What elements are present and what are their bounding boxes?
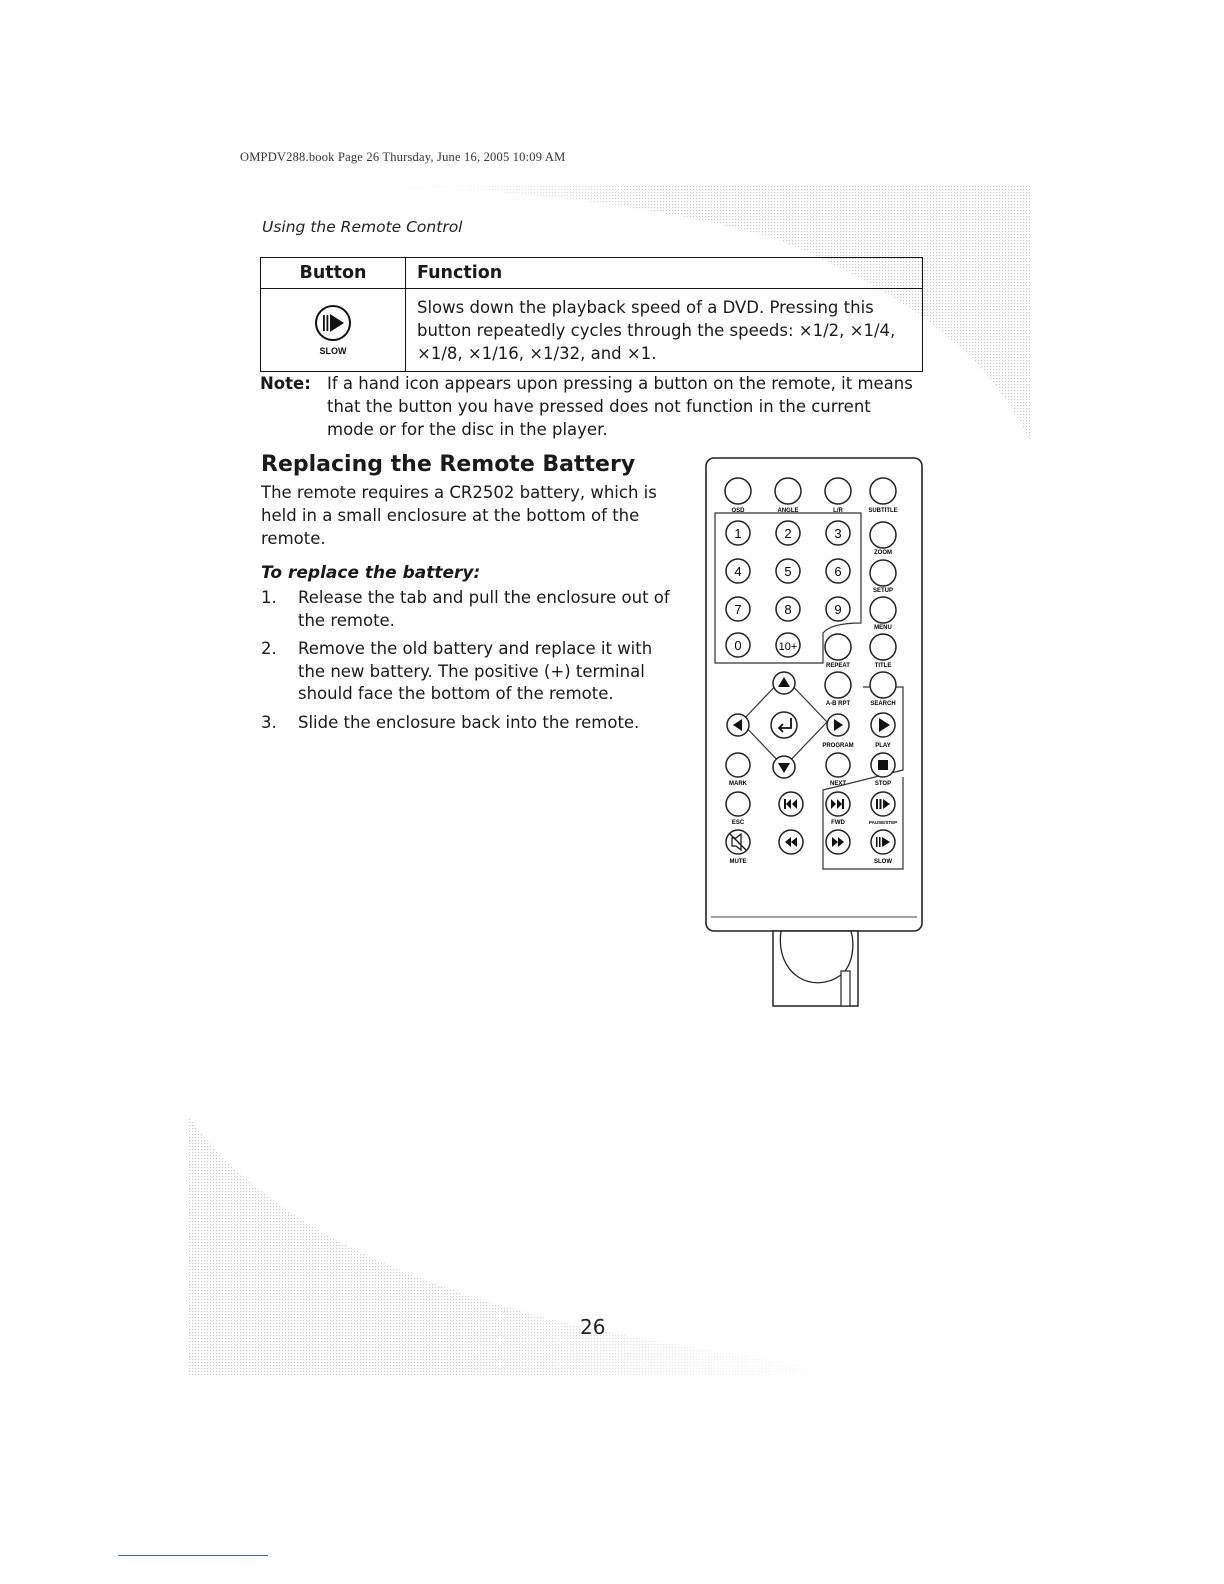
section-title: Using the Remote Control (262, 218, 463, 236)
step-line: the new battery. The positive (+) terminal (298, 661, 645, 681)
stop-label: STOP (874, 781, 892, 787)
intro-line: held in a small enclosure at the bottom of the (261, 506, 640, 525)
table-row (261, 289, 923, 372)
step-item (261, 638, 691, 706)
battery-intro (261, 481, 681, 550)
step-number: 1. (261, 588, 277, 607)
digit-2-label: 2 (784, 526, 792, 541)
ab-rpt-label: A-B RPT (825, 701, 851, 707)
ab-rpt-button[interactable] (825, 672, 851, 698)
digit-9-label: 9 (834, 602, 842, 617)
esc-button[interactable] (726, 792, 750, 816)
step-line: should face the bottom of the remote. (298, 684, 614, 703)
digit-7-label: 7 (734, 602, 742, 617)
step-item (261, 587, 691, 632)
digit-10plus-label: 10+ (778, 641, 798, 653)
angle-button[interactable] (775, 478, 801, 504)
step-line: Slide the enclosure back into the remote. (298, 712, 640, 732)
button-function-table (260, 257, 923, 372)
menu-label: MENU (874, 625, 892, 631)
function-line: Slows down the playback speed of a DVD. Pressing this (417, 297, 874, 317)
slow-icon-label: SLOW (319, 346, 347, 356)
column-header-function: Function (406, 258, 923, 289)
note-line: that the button you have pressed does not function in the current (327, 397, 871, 416)
zoom-label: ZOOM (874, 550, 892, 556)
next-label: NEXT (829, 781, 847, 787)
digit-0-label: 0 (734, 638, 742, 653)
note-line: mode or for the disc in the player. (327, 420, 608, 439)
function-line: button repeatedly cycles through the speeds: ×1/2, ×1/4, (417, 320, 896, 340)
esc-label: ESC (731, 820, 745, 826)
setup-label: SETUP (872, 588, 894, 594)
mark-label: MARK (729, 781, 747, 787)
step-line: the remote. (298, 610, 395, 630)
button-cell (261, 289, 406, 372)
subtitle-button[interactable] (870, 478, 896, 504)
stop-icon (878, 760, 888, 770)
intro-line: remote. (261, 529, 326, 548)
battery-tray (773, 931, 858, 1006)
slow-label: SLOW (874, 859, 892, 865)
remote-control-illustration (703, 455, 925, 1010)
step-line: Release the tab and pull the enclosure out of (298, 588, 670, 607)
column-header-button: Button (261, 258, 406, 289)
footer-rule (118, 1555, 268, 1556)
procedure-steps (261, 587, 691, 740)
procedure-heading: To replace the battery: (261, 563, 481, 583)
next-button[interactable] (826, 753, 850, 777)
play-label: PLAY (875, 743, 891, 749)
mark-button[interactable] (726, 753, 750, 777)
angle-label: ANGLE (777, 508, 799, 514)
page-number: 26 (580, 1315, 606, 1339)
intro-line: The remote requires a CR2502 battery, which is (261, 483, 657, 502)
digit-1-label: 1 (734, 526, 742, 541)
osd-label: OSD (731, 508, 745, 514)
function-line: ×1/8, ×1/16, ×1/32, and ×1. (417, 343, 657, 363)
note-line: If a hand icon appears upon pressing a button on the remote, it means (327, 374, 913, 393)
mute-label: MUTE (729, 859, 747, 865)
step-number: 2. (261, 639, 277, 658)
zoom-button[interactable] (870, 522, 896, 548)
digit-4-label: 4 (734, 564, 742, 579)
digit-6-label: 6 (834, 564, 842, 579)
table-header-row (261, 258, 923, 289)
digit-8-label: 8 (784, 602, 792, 617)
search-label: SEARCH (870, 701, 896, 707)
title-button[interactable] (870, 634, 896, 660)
lr-button[interactable] (825, 478, 851, 504)
repeat-button[interactable] (825, 634, 851, 660)
enter-button[interactable] (771, 712, 797, 738)
subtitle-label: SUBTITLE (868, 508, 898, 514)
digit-3-label: 3 (834, 526, 842, 541)
step-number: 3. (261, 712, 277, 732)
setup-button[interactable] (870, 560, 896, 586)
program-label: PROGRAM (822, 743, 854, 749)
fwd-label: FWD (831, 820, 845, 826)
battery-heading: Replacing the Remote Battery (261, 452, 636, 477)
book-meta-header: OMPDV288.book Page 26 Thursday, June 16, 2005 10:09 AM (240, 150, 566, 164)
lr-label: L/R (833, 508, 843, 514)
pause-step-label: PAUSE/STEP (868, 820, 898, 825)
step-item (261, 712, 691, 735)
digit-5-label: 5 (784, 564, 792, 579)
slow-play-icon (262, 290, 404, 366)
step-line: Remove the old battery and replace it with (298, 639, 653, 658)
function-cell (406, 289, 923, 372)
osd-button[interactable] (725, 478, 751, 504)
repeat-label: REPEAT (826, 663, 850, 669)
note-text (327, 372, 947, 441)
search-button[interactable] (870, 672, 896, 698)
menu-button[interactable] (870, 597, 896, 623)
title-label: TITLE (874, 663, 892, 669)
note-label: Note: (260, 374, 311, 393)
